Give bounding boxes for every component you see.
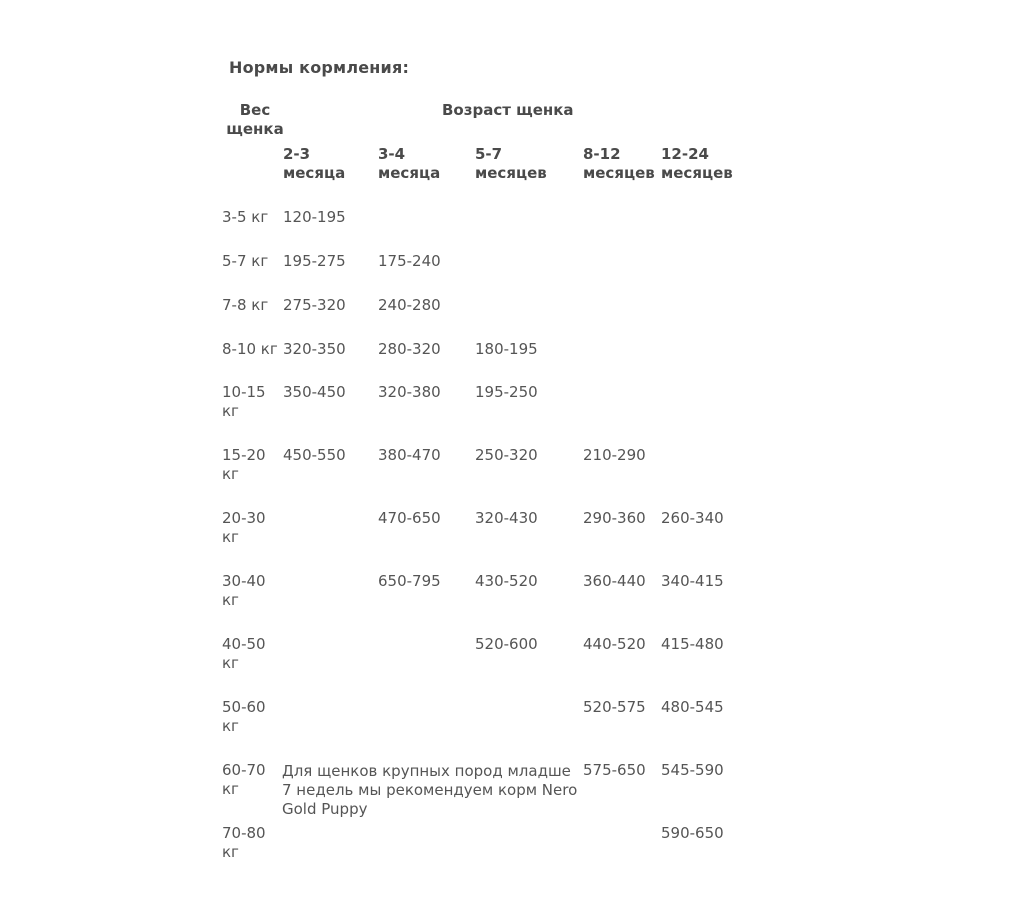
weight-cell: 8-10 кг (222, 340, 278, 358)
value-cell: 480-545 (661, 698, 724, 716)
page-title: Нормы кормления: (229, 58, 410, 77)
value-cell: 320-350 (283, 340, 346, 358)
weight-header: Вес щенка (226, 101, 284, 138)
age-col-header: 8-12 месяцев (583, 145, 655, 182)
value-cell: 180-195 (475, 340, 538, 358)
age-col-header: 3-4 месяца (378, 145, 441, 182)
weight-cell: 5-7 кг (222, 252, 269, 270)
age-col-header: 12-24 месяцев (661, 145, 733, 182)
weight-cell: 15-20 кг (222, 446, 266, 483)
weight-cell: 7-8 кг (222, 296, 269, 314)
weight-cell: 70-80 кг (222, 824, 266, 861)
value-cell: 250-320 (475, 446, 538, 464)
value-cell: 590-650 (661, 824, 724, 842)
value-cell: 470-650 (378, 509, 441, 527)
value-cell: 340-415 (661, 572, 724, 590)
value-cell: 520-575 (583, 698, 646, 716)
value-cell: 290-360 (583, 509, 646, 527)
value-cell: 650-795 (378, 572, 441, 590)
value-cell: 450-550 (283, 446, 346, 464)
value-cell: 575-650 (583, 761, 646, 779)
value-cell: 275-320 (283, 296, 346, 314)
value-cell: 350-450 (283, 383, 346, 401)
value-cell: 320-430 (475, 509, 538, 527)
value-cell: 195-250 (475, 383, 538, 401)
weight-cell: 50-60 кг (222, 698, 266, 735)
value-cell: 280-320 (378, 340, 441, 358)
value-cell: 545-590 (661, 761, 724, 779)
age-header: Возраст щенка (442, 101, 574, 119)
weight-cell: 30-40 кг (222, 572, 266, 609)
age-col-header: 2-3 месяца (283, 145, 346, 182)
value-cell: 210-290 (583, 446, 646, 464)
value-cell: 520-600 (475, 635, 538, 653)
value-cell: 430-520 (475, 572, 538, 590)
value-cell: 120-195 (283, 208, 346, 226)
value-cell: 440-520 (583, 635, 646, 653)
weight-cell: 20-30 кг (222, 509, 266, 546)
weight-cell: 10-15 кг (222, 383, 266, 420)
weight-cell: 40-50 кг (222, 635, 266, 672)
age-col-header: 5-7 месяцев (475, 145, 547, 182)
value-cell: 195-275 (283, 252, 346, 270)
value-cell: 415-480 (661, 635, 724, 653)
value-cell: 320-380 (378, 383, 441, 401)
footnote: Для щенков крупных пород младше 7 недель мы рекомендуем корм Nero Gold Puppy (282, 762, 578, 818)
weight-cell: 60-70 кг (222, 761, 266, 798)
value-cell: 380-470 (378, 446, 441, 464)
value-cell: 175-240 (378, 252, 441, 270)
value-cell: 260-340 (661, 509, 724, 527)
value-cell: 240-280 (378, 296, 441, 314)
weight-cell: 3-5 кг (222, 208, 269, 226)
value-cell: 360-440 (583, 572, 646, 590)
